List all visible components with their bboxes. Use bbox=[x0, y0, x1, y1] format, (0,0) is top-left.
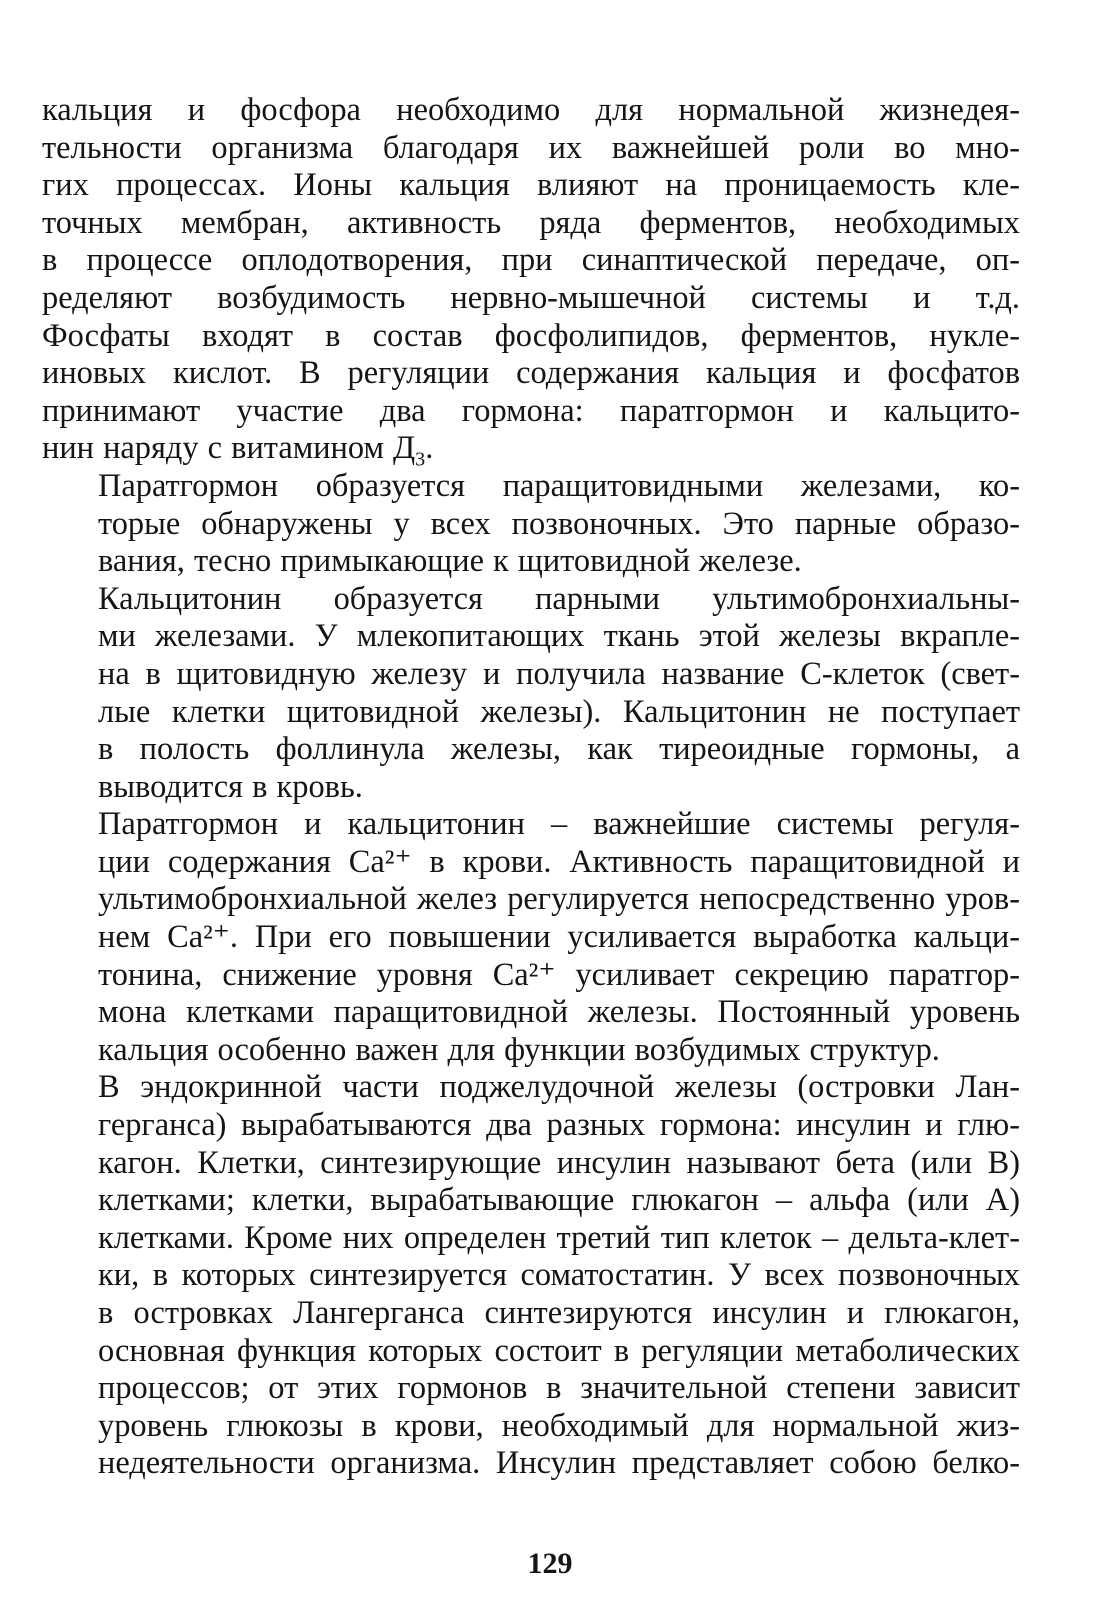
text-line: лые клетки щитовидной железы). Кальцитонин не поступает bbox=[98, 693, 1020, 730]
text-line: ки, в которых синтезируется соматостатин. У всех позвоночных bbox=[98, 1257, 1020, 1294]
subscript: 3 bbox=[415, 448, 426, 471]
text-line bbox=[42, 430, 1020, 471]
text-line: Кальцитонин образуется парными ультимобронхиальны- bbox=[98, 580, 1020, 617]
text-line: тельности организма благодаря их важнейшей роли во мно- bbox=[42, 129, 1020, 166]
text-line: кальция особенно важен для функции возбудимых структур. bbox=[98, 1031, 940, 1068]
text-line: герганса) вырабатываются два разных гормона: инсулин и глю- bbox=[98, 1107, 1020, 1144]
text-line: точных мембран, активность ряда ферментов, необходимых bbox=[42, 204, 1020, 241]
text-line: в островках Лангерганса синтезируются инсулин и глюкагон, bbox=[98, 1295, 1020, 1331]
text-line: мона клетками паращитовидной железы. Постоянный уровень bbox=[98, 994, 1020, 1031]
text-line: клетками; клетки, вырабатывающие глюкагон – альфа (или А) bbox=[98, 1182, 1020, 1219]
paragraph-calcium-regulation bbox=[42, 806, 1020, 1069]
book-page bbox=[42, 92, 1020, 1600]
text-line: В эндокринной части поджелудочной железы (островки Лан- bbox=[98, 1069, 1020, 1106]
text-line: ределяют возбудимость нервно-мышечной системы и т.д. bbox=[42, 279, 1020, 316]
text-line: ультимобронхиальной желез регулируется непосредственно уров- bbox=[98, 881, 1020, 918]
text-line: тонина, снижение уровня Ca²⁺ усиливает секрецию паратгор- bbox=[98, 956, 1020, 993]
page-number: 129 bbox=[527, 1547, 573, 1580]
text-line: торые обнаружены у всех позвоночных. Это парные образо- bbox=[98, 505, 1020, 542]
text-line: Фосфаты входят в состав фосфолипидов, ферментов, нукле- bbox=[42, 317, 1020, 354]
text-line: в процессе оплодотворения, при синаптической передаче, оп- bbox=[42, 242, 1020, 279]
paragraph-pancreas bbox=[42, 1069, 1020, 1483]
text-line: выводится в кровь. bbox=[98, 768, 363, 805]
text-line: Паратгормон образуется паращитовидными железами, ко- bbox=[98, 467, 1020, 504]
text-line: гих процессах. Ионы кальция влияют на проницаемость кле- bbox=[42, 167, 1020, 204]
text-line: иновых кислот. В регуляции содержания кальция и фосфатов bbox=[42, 355, 1020, 392]
text-line: ми железами. У млекопитающих ткань этой железы вкрапле- bbox=[98, 618, 1020, 655]
text-line: Паратгормон и кальцитонин – важнейшие системы регуля- bbox=[98, 806, 1020, 843]
text-line: ции содержания Ca²⁺ в крови. Активность паращитовидной и bbox=[98, 843, 1020, 880]
text-line: нем Ca²⁺. При его повышении усиливается выработка кальци- bbox=[98, 919, 1020, 956]
text-fragment: нин наряду с витамином Д bbox=[42, 430, 416, 467]
paragraph-calcitonin bbox=[42, 581, 1020, 807]
text-line: принимают участие два гормона: паратгормон и кальцито- bbox=[42, 392, 1020, 429]
paragraph-parathormone bbox=[42, 468, 1020, 581]
text-line: клетками. Кроме них определен третий тип клеток – дельта-клет- bbox=[98, 1219, 1020, 1256]
text-line: на в щитовидную железу и получила название С-клеток (свет- bbox=[98, 655, 1020, 692]
text-line: процессов; от этих гормонов в значительной степени зависит bbox=[98, 1370, 1020, 1407]
text-line: основная функция которых состоит в регуляции метаболических bbox=[98, 1332, 1020, 1369]
text-line: уровень глюкозы в крови, необходимый для нормальной жиз- bbox=[98, 1407, 1020, 1444]
paragraph-calcium-phosphorus bbox=[42, 92, 1020, 471]
text-line: вания, тесно примыкающие к щитовидной железе. bbox=[98, 543, 802, 580]
text-line: в полость фоллинула железы, как тиреоидные гормоны, а bbox=[98, 731, 1020, 768]
text-fragment: . bbox=[425, 430, 434, 467]
text-line: кагон. Клетки, синтезирующие инсулин называют бета (или В) bbox=[98, 1144, 1020, 1181]
text-line: кальция и фосфора необходимо для нормальной жизнедея- bbox=[42, 92, 1020, 128]
text-line: недеятельности организма. Инсулин представляет собою белко- bbox=[98, 1445, 1020, 1482]
